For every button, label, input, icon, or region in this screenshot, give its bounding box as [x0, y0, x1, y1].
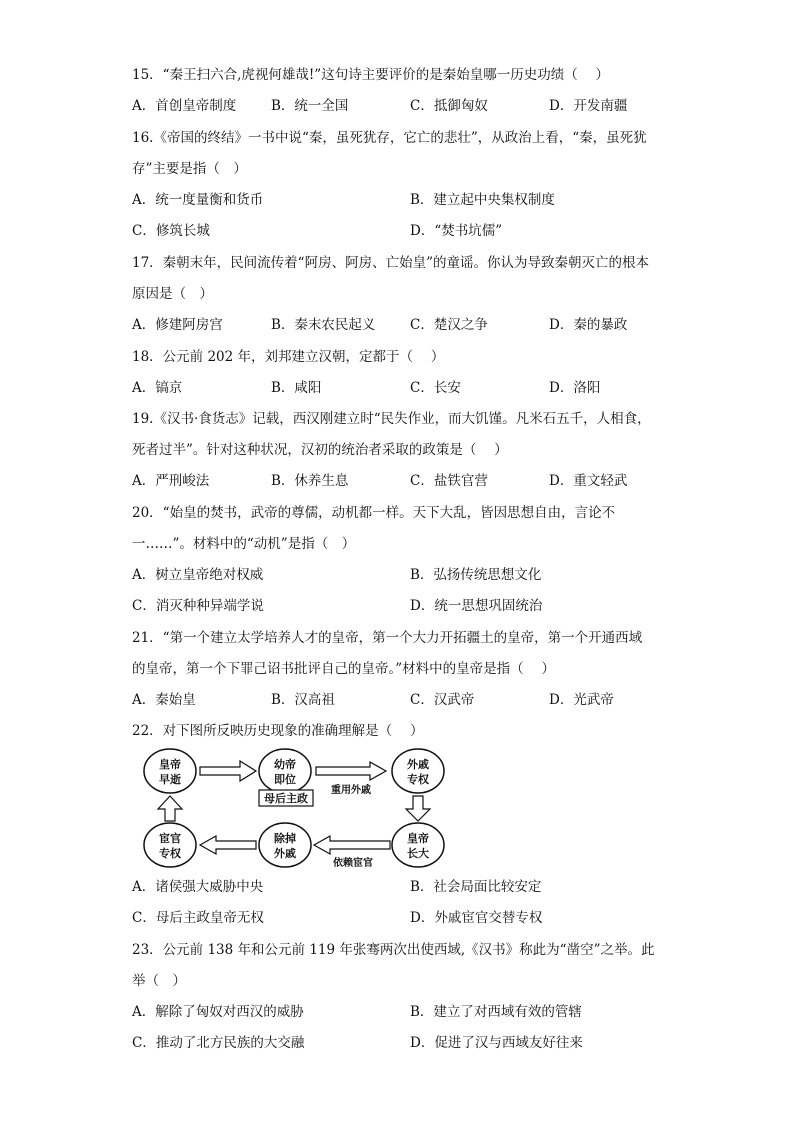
q19-option-c: C．盐铁官营 [410, 473, 488, 489]
q23-stem-line2: 举（ ） [132, 973, 186, 989]
q15-option-a: A．首创皇帝制度 [132, 98, 237, 114]
diagram-node-emperor-dies [144, 749, 196, 793]
diagram-node-emperor-dies-l1: 皇帝 [159, 758, 181, 771]
q18-option-c: C．长安 [410, 380, 461, 396]
q16-option-d: D．“焚书坑儒” [410, 223, 503, 239]
q19-option-a: A．严刑峻法 [132, 473, 210, 489]
diagram-arrow-right-2 [316, 762, 386, 780]
diagram-arrow-left-1 [314, 836, 390, 854]
diagram-edge-label-rely-eunuch: 依赖宦官 [333, 858, 373, 869]
q22-option-a: A．诸侯强大威胁中央 [132, 879, 264, 895]
q20-stem-line2: 一……”。材料中的“动机”是指（ ） [132, 536, 356, 552]
q20-option-c: C．消灭种种异端学说 [132, 598, 264, 614]
q15-option-d: D．开发南疆 [549, 98, 628, 114]
diagram-node-emperor-dies-l2: 早逝 [159, 773, 181, 786]
q16-stem-line2: 存”主要是指（ ） [132, 161, 247, 177]
q15-option-b: B．统一全国 [271, 98, 349, 114]
q20-option-a: A．树立皇帝绝对权威 [132, 567, 264, 583]
q21-stem-line2: 的皇帝，第一个下罪己诏书批评自己的皇帝。”材料中的皇帝是指（ ） [132, 661, 555, 677]
q18-stem: 18．公元前 202 年，刘邦建立汉朝，定都于（ ） [132, 349, 445, 365]
q23-option-b: B．建立了对西域有效的管辖 [410, 1004, 582, 1020]
diagram-regent-label: 母后主政 [264, 792, 308, 805]
diagram-arrow-up [158, 796, 182, 821]
q19-option-b: B．休养生息 [271, 473, 349, 489]
diagram-node-emperor-grows-l1: 皇帝 [407, 832, 429, 845]
diagram-edge-label-rely-consort: 重用外戚 [331, 785, 371, 796]
diagram-arrow-left-2 [200, 836, 256, 854]
q15-stem: 15．“秦王扫六合,虎视何雄哉!”这句诗主要评价的是秦始皇哪一历史功绩（ ） [132, 67, 609, 83]
q16-option-a: A．统一度量衡和货币 [132, 192, 264, 208]
q17-option-b: B．秦末农民起义 [271, 317, 376, 333]
q21-option-b: B．汉高祖 [271, 692, 335, 708]
diagram-node-remove-consort [259, 823, 311, 867]
q17-stem-line1: 17．秦朝末年，民间流传着“阿房、阿房、亡始皇”的童谣。你认为导致秦朝灭亡的根本 [132, 255, 649, 271]
q21-option-a: A．秦始皇 [132, 692, 196, 708]
diagram-node-child-emperor [259, 749, 311, 793]
q22-cycle-diagram [140, 747, 460, 872]
q17-option-d: D．秦的暴政 [549, 317, 628, 333]
q20-option-b: B．弘扬传统思想文化 [410, 567, 542, 583]
q19-stem-line2: 死者过半”。针对这种状况，汉初的统治者采取的政策是（ ） [132, 442, 508, 458]
diagram-node-eunuch-power-l2: 专权 [159, 847, 181, 860]
q17-option-a: A．修建阿房宫 [132, 317, 223, 333]
q18-option-d: D．洛阳 [549, 380, 601, 396]
diagram-node-consort-power [392, 749, 444, 793]
diagram-node-child-emperor-l1: 幼帝 [274, 758, 296, 771]
q20-option-d: D．统一思想巩固统治 [410, 598, 543, 614]
q18-option-b: B．咸阳 [271, 380, 322, 396]
q16-stem-line1: 16.《帝国的终结》一书中说“秦，虽死犹存，它亡的悲壮”，从政治上看，“秦，虽死犹 [132, 130, 647, 146]
q21-option-c: C．汉武帝 [410, 692, 475, 708]
q23-stem-line1: 23．公元前 138 年和公元前 119 年张骞两次出使西域,《汉书》称此为“凿空”之举。此 [132, 942, 655, 958]
q22-option-c: C．母后主政皇帝无权 [132, 910, 264, 926]
diagram-node-remove-consort-l1: 除掉 [274, 832, 296, 845]
diagram-node-consort-power-l1: 外戚 [407, 758, 429, 771]
q18-option-a: A．镐京 [132, 380, 183, 396]
q16-option-c: C．修筑长城 [132, 223, 210, 239]
q21-stem-line1: 21．“第一个建立太学培养人才的皇帝，第一个大力开拓疆土的皇帝，第一个开通西域 [132, 630, 643, 646]
diagram-node-consort-power-l2: 专权 [407, 773, 429, 786]
q23-option-a: A．解除了匈奴对西汉的威胁 [132, 1004, 304, 1020]
q20-stem-line1: 20．“始皇的焚书，武帝的尊儒，动机都一样。天下大乱，皆因思想自由，言论不 [132, 505, 616, 521]
diagram-node-emperor-grows [392, 823, 444, 867]
q23-option-d: D．促进了汉与西域友好往来 [410, 1035, 583, 1051]
diagram-node-child-emperor-l2: 即位 [274, 773, 296, 786]
diagram-node-emperor-grows-l2: 长大 [407, 847, 429, 860]
q16-option-b: B．建立起中央集权制度 [410, 192, 555, 208]
q23-option-c: C．推动了北方民族的大交融 [132, 1035, 305, 1051]
q22-option-d: D．外戚宦官交替专权 [410, 910, 543, 926]
diagram-node-eunuch-power [144, 823, 196, 867]
diagram-node-eunuch-power-l1: 宦官 [159, 832, 181, 845]
q19-option-d: D．重文轻武 [549, 473, 628, 489]
diagram-arrow-right-1 [200, 761, 256, 781]
q19-stem-line1: 19.《汉书·食货志》记载，西汉刚建立时“民失作业，而大饥馑。凡米石五千，人相食， [132, 411, 651, 427]
q21-option-d: D．光武帝 [549, 692, 614, 708]
diagram-node-remove-consort-l2: 外戚 [274, 847, 296, 860]
q22-option-b: B．社会局面比较安定 [410, 879, 542, 895]
q17-option-c: C．楚汉之争 [410, 317, 488, 333]
diagram-arrow-down [406, 796, 430, 821]
q22-stem: 22．对下图所反映历史现象的准确理解是（ ） [132, 723, 424, 739]
q15-option-c: C．抵御匈奴 [410, 98, 488, 114]
q17-stem-line2: 原因是（ ） [132, 286, 213, 302]
